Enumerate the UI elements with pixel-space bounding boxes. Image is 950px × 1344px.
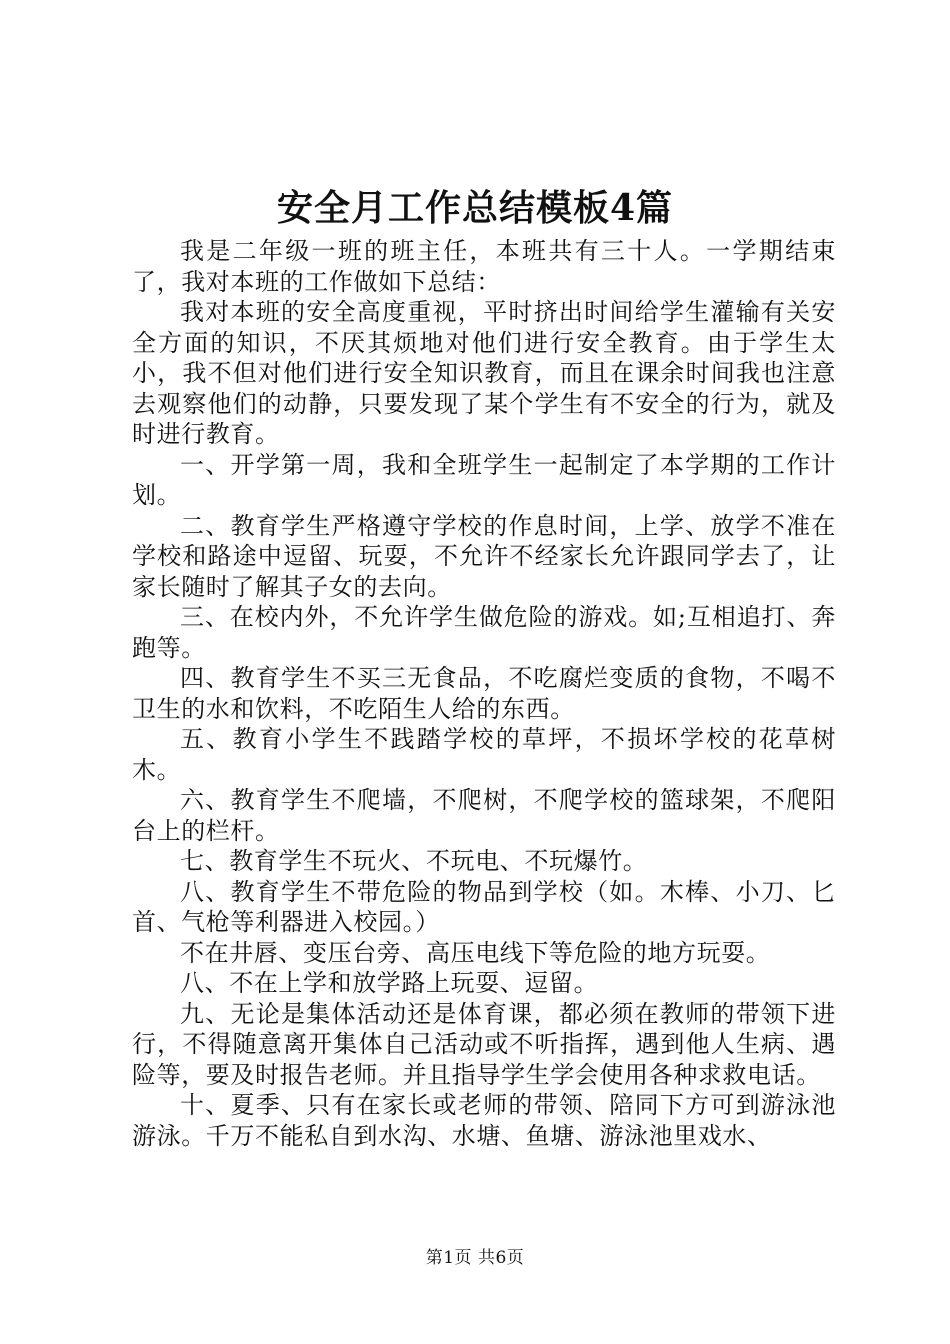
paragraph-overview: 我对本班的安全高度重视，平时挤出时间给学生灌输有关安全方面的知识，不厌其烦地对他们进行安全教育。由于学生太小，我不但对他们进行安全知识教育，而且在课余时间我也注意去观察他们的动静，只要发现了某个学生有不安全的行为，就及时进行教育。 [132,298,836,448]
document-title: 安全月工作总结模板4篇 [276,187,674,229]
paragraph-item-5: 五、教育小学生不践踏学校的草坪，不损坏学校的花草树木。 [132,725,836,784]
document-body [132,236,836,1151]
paragraph-item-3: 三、在校内外，不允许学生做危险的游戏。如;互相追打、奔跑等。 [132,603,836,662]
paragraph-item-8b: 八、不在上学和放学路上玩耍、逗留。 [180,969,599,997]
paragraph-intro: 我是二年级一班的班主任，本班共有三十人。一学期结束了，我对本班的工作做如下总结： [132,237,836,296]
paragraph-item-8: 八、教育学生不带危险的物品到学校（如。木棒、小刀、匕首、气枪等利器进入校园。） [132,877,836,936]
paragraph-item-6: 六、教育学生不爬墙，不爬树，不爬学校的篮球架，不爬阳台上的栏杆。 [132,786,836,845]
paragraph-item-1: 一、开学第一周，我和全班学生一起制定了本学期的工作计划。 [132,450,836,509]
paragraph-item-7: 七、教育学生不玩火、不玩电、不玩爆竹。 [180,847,648,875]
paragraph-item-10: 十、夏季、只有在家长或老师的带领、陪同下方可到游泳池游泳。千万不能私自到水沟、水塘、鱼塘、游泳池里戏水、 [132,1091,836,1150]
paragraph-item-8-note: 不在井唇、变压台旁、高压电线下等危险的地方玩耍。 [180,938,771,967]
paragraph-item-4: 四、教育学生不买三无食品，不吃腐烂变质的食物，不喝不卫生的水和饮料，不吃陌生人给的东西。 [132,664,836,723]
paragraph-item-2: 二、教育学生严格遵守学校的作息时间，上学、放学不准在学校和路途中逗留、玩耍，不允许不经家长允许跟同学去了，让家长随时了解其子女的去向。 [132,511,836,601]
paragraph-item-9: 九、无论是集体活动还是体育课，都必须在教师的带领下进行，不得随意离开集体自己活动或不听指挥，遇到他人生病、遇险等，要及时报告老师。并且指导学生学会使用各种求救电话。 [132,999,836,1089]
page-footer: 第1页 共6页 [425,1248,525,1268]
